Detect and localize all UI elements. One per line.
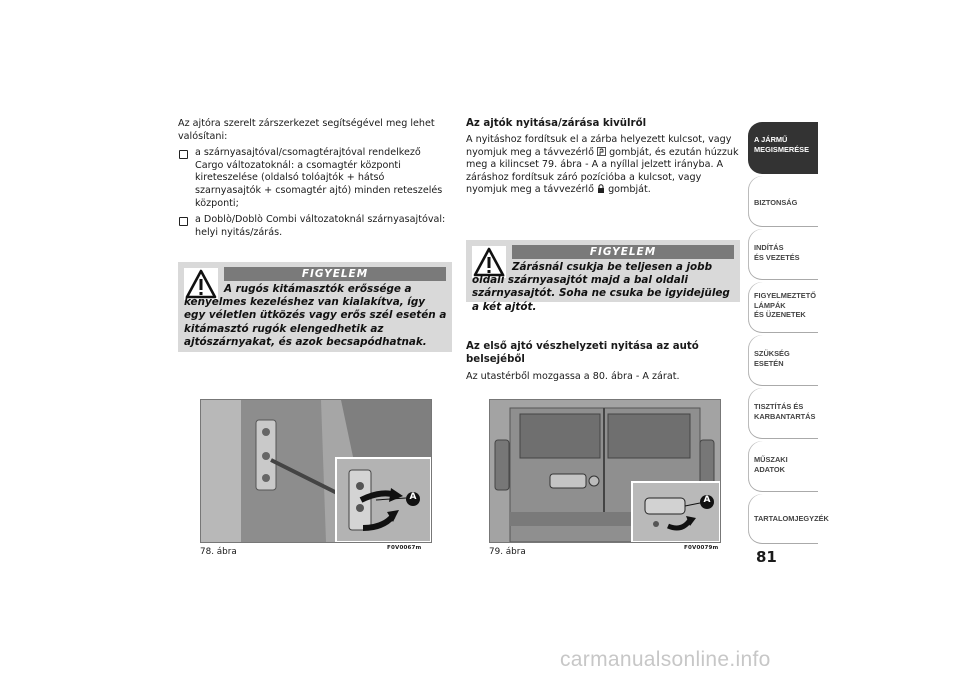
tab-label: ÉS VEZETÉS (754, 252, 800, 262)
tab-label: BIZTONSÁG (754, 198, 798, 207)
tab-label: LÁMPÁK (754, 300, 786, 310)
figure-code: F0V0079m (684, 545, 719, 551)
tab-label: ÉS ÜZENETEK (754, 310, 806, 319)
warning-box (466, 240, 740, 313)
tab-label: A JÁRMŰ (754, 135, 788, 144)
warning-text: A rugós kitámasztók erőssége a kényelmes kezeléshez van kialakítva, így egy véletlen ütközés vagy erős szél esetén a kitámasztó rugók elengedhetik az ajtószárnyakat, és azok becsapódhatnak. (184, 283, 447, 348)
list-item: a Doblò/Doblò Combi változatoknál szárnyasajtóval: helyi nyitás/zárás. (178, 214, 450, 239)
tab-label: TARTALOMJEGYZÉK (754, 514, 829, 523)
warning-label: FIGYELEM (512, 245, 734, 259)
page-number: 81 (756, 548, 777, 566)
figure-door-hinge (200, 399, 432, 543)
tab-label: ESETÉN (754, 358, 784, 368)
tab-emergency[interactable] (748, 335, 818, 386)
section-exterior (466, 117, 740, 197)
section-emergency (466, 340, 740, 384)
rear-doors-illustration (490, 400, 720, 542)
remote-unlock-icon (597, 147, 606, 156)
tab-label: ADATOK (754, 464, 785, 474)
figure-rear-doors (489, 399, 721, 543)
list-item: a szárnyasajtóval/csomagtérajtóval rendelkező Cargo változatoknál: a csomagtér központi kireteszelése (oldalsó tolóajtók + hátsó szarnyasajtók + csomagtér ajtó) minden reteszelés központi; (178, 147, 450, 210)
figure-code: F0V0067m (387, 545, 422, 551)
figure-caption: 78. ábra (200, 547, 237, 557)
section-text-part: gombját. (608, 184, 651, 196)
section-text-part: A nyitáshoz fordítsuk el a zárba helyezett kulcsot, vagy nyomjuk meg a távvezérlő (466, 134, 732, 158)
tab-warning-lights[interactable] (748, 282, 818, 333)
watermark: carmanualsonline.info (560, 648, 771, 671)
section-text: Az utastérből mozgassa a 80. ábra - A zárat. (466, 371, 680, 382)
section-text-part: gombját, és ezután húzzuk meg a kilincset 79. ábra - A a nyíllal jelzett irányba. A záráshoz fordítsuk záró pozícióba a kulcsot, vagy nyomjuk meg a távvezérlő (466, 146, 739, 196)
tab-vehicle-overview[interactable] (748, 122, 818, 174)
left-column (178, 118, 450, 239)
tab-label: INDÍTÁS (754, 243, 784, 252)
tab-label: TISZTÍTÁS ÉS (754, 402, 804, 411)
tab-label: MŰSZAKI (754, 455, 788, 464)
tab-label: SZÜKSÉG (754, 349, 790, 358)
figure-caption: 79. ábra (489, 547, 526, 557)
tab-label: KARBANTARTÁS (754, 411, 816, 421)
callout-label: A (409, 492, 417, 502)
intro-text: Az ajtóra szerelt zárszerkezet segítségével meg lehet valósítani: (178, 118, 435, 142)
bullet-list (178, 147, 450, 239)
warning-text: Zárásnál csukja be teljesen a jobb oldali szárnyasajtót majd a bal oldali szárnyasajtót. Soha ne csuka be igyidejüleg a két ajtót. (472, 261, 730, 313)
section-text (466, 134, 740, 197)
door-hinge-illustration (201, 400, 431, 542)
tab-label: MEGISMERÉSE (754, 144, 810, 154)
lock-icon (597, 184, 605, 193)
warning-box (178, 262, 452, 352)
tab-starting-driving[interactable] (748, 229, 818, 280)
tab-safety[interactable] (748, 176, 818, 227)
callout-label: A (703, 495, 711, 505)
tab-index[interactable] (748, 494, 829, 544)
tab-maintenance[interactable] (748, 388, 818, 439)
section-title: Az ajtók nyitása/zárása kivülről (466, 118, 647, 129)
section-title: Az első ajtó vészhelyzeti nyitása az autó belsejéből (466, 341, 699, 365)
tab-label: FIGYELMEZTETŐ (754, 291, 816, 300)
tab-technical-data[interactable] (748, 441, 818, 492)
warning-label: FIGYELEM (224, 267, 446, 281)
